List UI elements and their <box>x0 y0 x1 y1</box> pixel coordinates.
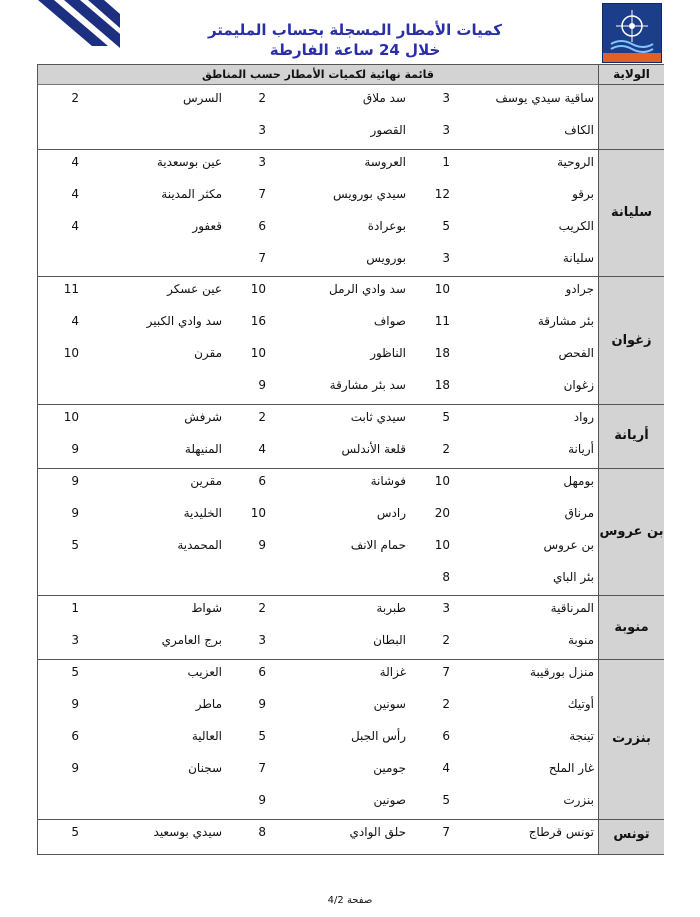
rainfall-value-3: 11 <box>434 314 450 329</box>
station-name-2: رأس الجبل <box>350 729 406 743</box>
rainfall-value-1: 4 <box>71 186 79 201</box>
rainfall-value-3: 7 <box>442 665 450 680</box>
table-row <box>38 564 598 595</box>
institute-logo <box>602 3 662 63</box>
table-row <box>38 659 598 690</box>
governorate-column <box>598 65 664 854</box>
rainfall-value-1: 4 <box>71 314 79 329</box>
rainfall-value-3: 8 <box>442 569 450 584</box>
station-name-1: العزيب <box>187 665 222 680</box>
station-name-3: تينجة <box>569 729 594 743</box>
rainfall-value-1: 5 <box>71 537 79 552</box>
station-name-2: صونين <box>373 792 406 807</box>
governorate-header: الولاية <box>599 65 664 85</box>
rainfall-value-2: 2 <box>258 410 266 424</box>
rainfall-value-3: 5 <box>442 792 450 807</box>
station-name-2: حمام الانف <box>350 537 406 552</box>
station-name-2: سد ملاق <box>362 91 406 105</box>
station-name-1: ماطر <box>195 697 222 712</box>
rainfall-value-1: 6 <box>71 729 79 743</box>
rainfall-value-2: 2 <box>258 91 266 105</box>
station-name-1: سجنان <box>188 760 222 775</box>
rainfall-value-3: 4 <box>442 760 450 775</box>
rainfall-value-1: 9 <box>71 697 79 712</box>
station-name-1: شرفش <box>184 410 222 424</box>
table-row <box>38 213 598 244</box>
table-row <box>38 308 598 339</box>
rainfall-value-3: 18 <box>434 346 450 361</box>
rainfall-value-3: 20 <box>434 505 450 520</box>
rainfall-value-2: 16 <box>250 314 266 329</box>
station-name-1: المحمدية <box>177 537 222 552</box>
station-name-3: الكاف <box>564 122 594 137</box>
table-row <box>38 500 598 531</box>
station-name-3: غار الملح <box>548 760 594 775</box>
rainfall-value-2: 7 <box>258 250 266 265</box>
station-name-3: منوبة <box>567 633 594 648</box>
station-name-3: بومهل <box>563 473 594 488</box>
station-name-1: مكثر المدينة <box>161 186 222 201</box>
station-name-3: جرادو <box>565 282 594 297</box>
governorate-name: أريانة <box>614 428 649 444</box>
table-row <box>38 755 598 786</box>
rainfall-value-2: 2 <box>258 601 266 616</box>
station-name-2: القصور <box>370 122 406 137</box>
rainfall-value-1: 5 <box>71 665 79 680</box>
rainfall-value-3: 3 <box>442 601 450 616</box>
title-line-1: كميات الأمطار المسجلة بحساب المليمتر <box>207 21 503 39</box>
rainfall-value-2: 3 <box>258 122 266 137</box>
rainfall-value-1: 9 <box>71 473 79 488</box>
governorate-name: بنزرت <box>612 731 651 747</box>
rainfall-value-3: 12 <box>434 186 450 201</box>
station-name-3: بئر مشارقة <box>537 314 594 329</box>
table-row <box>38 468 598 499</box>
title-line-2: خلال 24 ساعة الفارطة <box>269 41 441 59</box>
rainfall-value-2: 10 <box>250 346 266 361</box>
station-name-2: سيدي ثابت <box>350 410 406 424</box>
rainfall-value-3: 3 <box>442 122 450 137</box>
station-name-2: سيدي بورويس <box>333 186 406 201</box>
report-title <box>120 20 590 60</box>
rainfall-value-3: 1 <box>442 154 450 169</box>
rainfall-value-3: 10 <box>434 282 450 297</box>
rainfall-value-2: 9 <box>258 792 266 807</box>
table-row <box>38 117 598 148</box>
rainfall-value-3: 5 <box>442 218 450 233</box>
station-name-2: فوشانة <box>370 473 406 488</box>
table-row <box>38 149 598 180</box>
station-name-2: رادس <box>376 505 406 520</box>
rainfall-value-2: 4 <box>258 441 266 456</box>
rainfall-value-1: 10 <box>63 410 79 424</box>
governorate-name: تونس <box>613 827 650 843</box>
station-name-1: قعفور <box>192 218 222 233</box>
table-row <box>38 245 598 276</box>
logo-emblem-icon <box>603 4 661 62</box>
table-row <box>38 723 598 754</box>
table-row <box>38 276 598 307</box>
rainfall-value-3: 2 <box>442 633 450 648</box>
station-name-1: سيدي بوسعيد <box>153 824 222 839</box>
rainfall-value-3: 3 <box>442 91 450 105</box>
station-name-1: السرس <box>183 91 222 105</box>
station-name-3: رواد <box>573 410 594 424</box>
station-name-3: مرناق <box>564 505 594 520</box>
station-name-2: سد وادي الرمل <box>329 282 406 297</box>
station-name-3: بن عروس <box>543 537 594 552</box>
station-name-2: العروسة <box>364 154 406 169</box>
rainfall-value-3: 18 <box>434 378 450 393</box>
rainfall-value-3: 10 <box>434 473 450 488</box>
station-name-3: تونس قرطاج <box>528 824 594 839</box>
station-name-2: سد بئر مشارقة <box>329 378 406 393</box>
governorate-name: منوبة <box>614 619 649 635</box>
rainfall-value-1: 1 <box>71 601 79 616</box>
station-name-1: الخليدية <box>183 505 222 520</box>
station-name-3: سليانة <box>562 250 594 265</box>
rainfall-value-2: 9 <box>258 378 266 393</box>
rainfall-value-1: 11 <box>63 282 79 297</box>
station-name-1: برج العامري <box>161 633 222 648</box>
table-row <box>38 691 598 722</box>
rainfall-value-2: 10 <box>250 282 266 297</box>
station-name-3: الكريب <box>558 218 594 233</box>
station-name-2: بوعرادة <box>367 218 406 233</box>
rainfall-value-2: 5 <box>258 729 266 743</box>
rainfall-value-2: 6 <box>258 665 266 680</box>
station-name-1: المنيهلة <box>184 441 222 456</box>
station-name-2: بورويس <box>366 250 406 265</box>
table-row <box>38 595 598 626</box>
rainfall-value-2: 3 <box>258 154 266 169</box>
station-name-2: حلق الوادي <box>349 824 406 839</box>
station-name-2: قلعة الأندلس <box>341 441 406 456</box>
table-row <box>38 532 598 563</box>
station-name-3: بنزرت <box>563 792 594 807</box>
station-name-1: عين بوسعدية <box>156 154 222 169</box>
station-name-1: مقرن <box>194 346 222 361</box>
rainfall-value-2: 6 <box>258 218 266 233</box>
rainfall-value-1: 4 <box>71 218 79 233</box>
rainfall-value-3: 3 <box>442 250 450 265</box>
governorate-name <box>599 85 664 149</box>
rainfall-value-3: 10 <box>434 537 450 552</box>
table-row <box>38 340 598 371</box>
rainfall-table <box>37 64 664 855</box>
governorate-name: بن عروس <box>599 524 664 540</box>
table-header-title: قائمة نهائية لكميات الأمطار حسب المناطق <box>202 68 434 81</box>
station-name-3: المرناقية <box>550 601 594 616</box>
station-name-3: زغوان <box>563 378 594 393</box>
rainfall-value-1: 10 <box>63 346 79 361</box>
rainfall-value-1: 9 <box>71 441 79 456</box>
rainfall-value-3: 5 <box>442 410 450 424</box>
station-name-3: بئر الباي <box>552 569 594 584</box>
rainfall-value-2: 3 <box>258 633 266 648</box>
rainfall-value-1: 2 <box>71 91 79 105</box>
rainfall-value-2: 8 <box>258 824 266 839</box>
station-name-1: العالية <box>191 729 222 743</box>
table-header-bar <box>38 65 598 85</box>
station-name-2: طبربة <box>376 601 406 616</box>
table-row <box>38 819 598 850</box>
rainfall-value-1: 4 <box>71 154 79 169</box>
station-name-3: منزل بورقيبة <box>530 665 594 680</box>
rainfall-value-3: 6 <box>442 729 450 743</box>
station-name-1: مقرين <box>190 473 222 488</box>
table-row <box>38 787 598 818</box>
station-name-3: أوتيك <box>567 697 594 712</box>
rainfall-value-2: 9 <box>258 697 266 712</box>
table-row <box>38 181 598 212</box>
governorate-name: سليانة <box>610 205 653 221</box>
table-row <box>38 372 598 403</box>
rainfall-value-1: 9 <box>71 760 79 775</box>
governorate-name: زغوان <box>611 332 652 348</box>
rainfall-value-1: 3 <box>71 633 79 648</box>
corner-stripes-decoration <box>30 0 120 52</box>
rainfall-value-1: 9 <box>71 505 79 520</box>
station-name-3: الروحية <box>557 154 594 169</box>
station-name-2: غزالة <box>379 665 406 680</box>
rainfall-value-2: 7 <box>258 760 266 775</box>
rainfall-value-3: 7 <box>442 824 450 839</box>
table-row <box>38 436 598 467</box>
station-name-3: برقو <box>572 186 594 201</box>
station-name-3: أريانة <box>568 441 594 456</box>
station-name-2: البطان <box>373 633 406 648</box>
rainfall-value-2: 6 <box>258 473 266 488</box>
station-name-1: سد وادي الكبير <box>146 314 222 329</box>
rainfall-value-2: 10 <box>250 505 266 520</box>
station-name-2: جومين <box>373 760 406 775</box>
rainfall-value-3: 2 <box>442 697 450 712</box>
station-name-2: الناظور <box>370 346 406 361</box>
table-row <box>38 627 598 658</box>
table-row <box>38 85 598 116</box>
station-name-2: سونين <box>373 697 406 712</box>
station-name-3: ساقية سيدي يوسف <box>495 91 594 105</box>
rainfall-value-2: 9 <box>258 537 266 552</box>
station-name-2: صواف <box>373 314 406 329</box>
page-number: صفحة 4/2 <box>327 895 373 906</box>
rainfall-value-3: 2 <box>442 441 450 456</box>
station-name-1: شواط <box>191 601 222 616</box>
rainfall-value-2: 7 <box>258 186 266 201</box>
rainfall-value-1: 5 <box>71 824 79 839</box>
station-name-3: الفحص <box>558 346 594 361</box>
station-name-1: عين عسكر <box>167 282 222 297</box>
table-row <box>38 404 598 435</box>
